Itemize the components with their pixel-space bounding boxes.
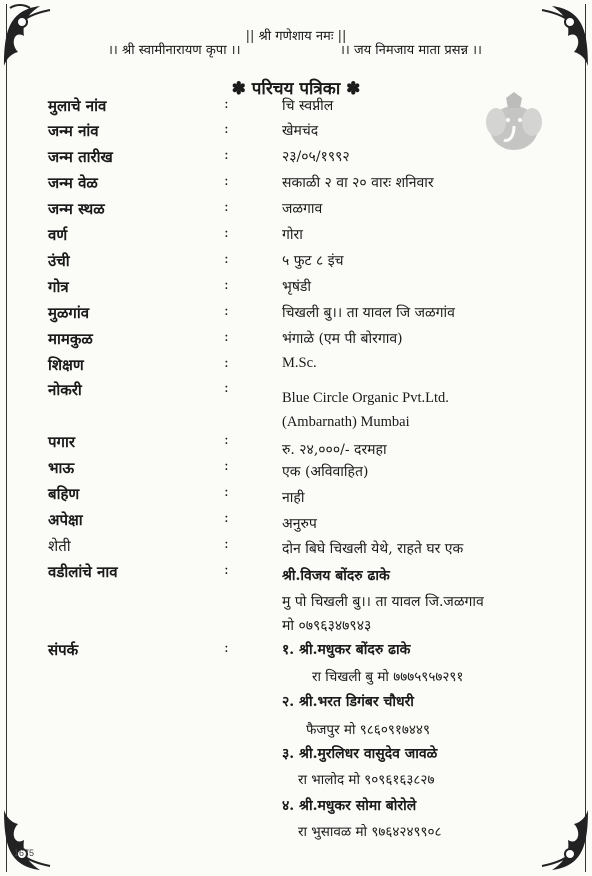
field-colon: : bbox=[224, 96, 229, 112]
field-value: भंगाळे (एम पी बोरगाव) bbox=[282, 331, 403, 347]
field-colon: : bbox=[224, 484, 229, 500]
field-value: ५ फुट ८ इंच bbox=[282, 253, 344, 269]
field-label: मुलाचे नांव bbox=[48, 97, 107, 115]
field-label: नोकरी bbox=[48, 381, 82, 399]
field-value: श्री.विजय बोंदरु ढाके bbox=[282, 568, 390, 584]
field-value: खेमचंद bbox=[282, 123, 319, 139]
field-label: उंची bbox=[48, 252, 70, 270]
field-label: शेती bbox=[48, 537, 71, 555]
field-colon: : bbox=[224, 277, 229, 293]
contact-name: २. श्री.भरत डिगंबर चौधरी bbox=[282, 694, 414, 710]
field-colon: : bbox=[224, 458, 229, 474]
field-value: दोन बिघे चिखली येथे, राहते घर एक bbox=[282, 541, 464, 557]
field-colon: : bbox=[224, 251, 229, 267]
page-title: ✽ परिचय पत्रिका ✽ bbox=[231, 79, 361, 99]
field-colon: : bbox=[224, 640, 229, 656]
field-colon: : bbox=[224, 225, 229, 241]
invocation-heading: || श्री गणेशाय नमः || bbox=[245, 29, 347, 44]
field-value: रु. २४,०००/- दरमहा bbox=[282, 442, 387, 458]
field-colon: : bbox=[224, 121, 229, 137]
field-label: गोत्र bbox=[48, 278, 69, 296]
field-value: भृषंडी bbox=[282, 279, 312, 295]
field-label: अपेक्षा bbox=[48, 511, 83, 529]
field-colon: : bbox=[224, 432, 229, 448]
field-label: जन्म तारीख bbox=[48, 148, 113, 166]
field-value: चि स्वप्नील bbox=[282, 98, 334, 114]
left-blessing: ।। श्री स्वामीनारायण कृपा ।। bbox=[108, 43, 241, 58]
field-label: जन्म नांव bbox=[48, 122, 99, 140]
field-colon: : bbox=[224, 173, 229, 189]
field-value-cont: (Ambarnath) Mumbai bbox=[282, 414, 410, 430]
field-label: मामकुळ bbox=[48, 330, 93, 348]
contact-detail: रा भालोद मो ९०९६१६३८२७ bbox=[298, 772, 435, 788]
field-colon: : bbox=[224, 380, 229, 396]
field-colon: : bbox=[224, 562, 229, 578]
contact-detail: फैजपुर मो ९८६०९१७४४९ bbox=[306, 722, 430, 738]
field-value: २३/०५/१९९२ bbox=[282, 149, 350, 165]
field-value: अनुरुप bbox=[282, 516, 317, 532]
field-label: पगार bbox=[48, 433, 75, 451]
contact-detail: रा भुसावळ मो ९७६४२४९९०८ bbox=[298, 824, 442, 840]
corner-ornament-icon bbox=[0, 806, 70, 876]
field-label: वडीलांचे नाव bbox=[48, 563, 118, 581]
contact-name: १. श्री.मधुकर बोंदरु ढाके bbox=[282, 642, 411, 658]
field-value-cont: मो ०७९६३४७९४३ bbox=[282, 618, 372, 634]
right-blessing: ।। जय निमजाय माता प्रसन्न ।। bbox=[340, 43, 482, 58]
field-value: सकाळी २ वा २० वारः शनिवार bbox=[282, 175, 434, 191]
field-label: मुळगांव bbox=[48, 304, 90, 322]
field-label: भाऊ bbox=[48, 459, 75, 477]
field-value: गोरा bbox=[282, 227, 303, 243]
field-label: जन्म स्थळ bbox=[48, 200, 105, 218]
field-colon: : bbox=[224, 510, 229, 526]
field-label: वर्ण bbox=[48, 226, 68, 244]
field-value: चिखली बु।। ता यावल जि जळगांव bbox=[282, 305, 455, 321]
field-value: Blue Circle Organic Pvt.Ltd. bbox=[282, 390, 449, 406]
field-label: बहिण bbox=[48, 485, 80, 503]
field-label: शिक्षण bbox=[48, 356, 84, 374]
field-value: एक (अविवाहित) bbox=[282, 464, 369, 480]
field-value-cont: मु पो चिखली बु।। ता यावल जि.जळगाव bbox=[282, 594, 484, 610]
field-label: जन्म वेळ bbox=[48, 174, 98, 192]
field-value: नाही bbox=[282, 490, 305, 506]
corner-ornament-icon bbox=[522, 806, 592, 876]
ganesha-watermark-icon bbox=[484, 92, 544, 154]
field-label: संपर्क bbox=[48, 641, 79, 659]
field-colon: : bbox=[224, 147, 229, 163]
field-colon: : bbox=[224, 329, 229, 345]
contact-name: ३. श्री.मुरलिधर वासुदेव जावळे bbox=[282, 746, 438, 762]
contact-detail: रा चिखली बु मो ७७७५९५७२९१ bbox=[312, 669, 464, 685]
field-value: जळगाव bbox=[282, 201, 323, 217]
contact-name: ४. श्री.मधुकर सोमा बोरोले bbox=[282, 798, 417, 814]
footer-code: 1675 bbox=[14, 848, 35, 858]
field-value: M.Sc. bbox=[282, 355, 317, 371]
field-colon: : bbox=[224, 199, 229, 215]
field-colon: : bbox=[224, 536, 229, 552]
field-colon: : bbox=[224, 355, 229, 371]
field-colon: : bbox=[224, 303, 229, 319]
